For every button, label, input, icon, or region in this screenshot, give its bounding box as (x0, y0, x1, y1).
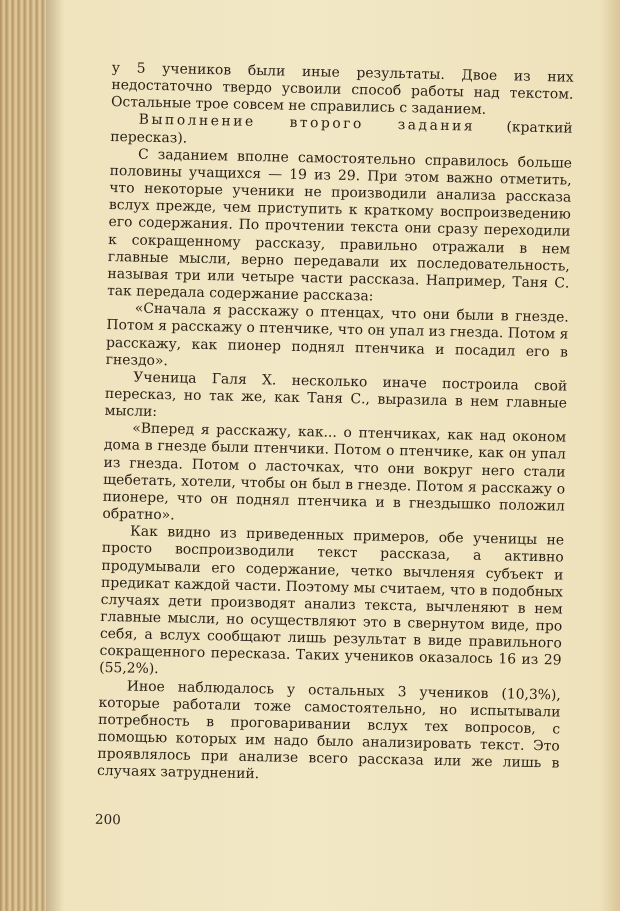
paragraph-galya: Ученица Галя Х. несколько иначе построила свой пересказ, но так же, как Таня С., выразила в нем главные мысли: (104, 369, 568, 421)
section-lead-rest: (краткий пересказ). (110, 119, 573, 147)
paragraph-continuation: у 5 учеников были иные результаты. Двое из них недостаточно твердо усвоили способ работы над текстом. Остальные трое совсем не справились с заданием. (110, 60, 574, 119)
gutter-shadow (46, 0, 64, 911)
paragraph-analysis: Как видно из приведенных примеров, обе ученицы не просто воспроизводили текст рассказа, а активно продумывали его содержание, четко вычленяя субъект и предикат каждой части. Поэтому мы считаем, что в подобных случаях дети производят анализ текста, вычленяют в нем главные мысли, но осуществляют это в свернутом виде, про себя, а вслух сообщают лишь результат в виде правильного сокращенного пересказа. Таких учеников оказалось 16 из 29 (55,2%). (99, 523, 565, 678)
quote-galya: «Вперед я расскажу, как... о птенчиках, как над оконом дома в гнезде были птенчики. Потом о птенчике, как он упал из гнезда. Потом о ласточках, что они вокруг него стали щебетать, хотели, чтобы он был в гнезде. Потом я расскажу о пионере, что он поднял птенчика и в гнездышко положил обратно». (102, 420, 567, 524)
page-number: 200 (94, 811, 121, 829)
section-lead-spaced: Выполнение второго задания (138, 112, 476, 136)
book-spine-edge (0, 0, 46, 911)
paragraph-results: С заданием вполне самостоятельно справилось больше половины учащихся — 19 из 29. При этом важно отметить, что некоторые ученики не производили анализа рассказа вслух прежде, чем приступить к краткому воспроизведению его содержания. По прочтении текста они сразу переходили к сокращенному рассказу, правильно отражали в нем главные мысли, верно передавали их последовательность, называя три или четыре части рассказа. Например, Таня С. так передала содержание рассказа: (106, 146, 573, 305)
page-text-block (97, 60, 574, 790)
paragraph-other-students: Иное наблюдалось у остальных 3 учеников (10,3%), которые работали тоже самостоятельно, но испытывали потребность в проговаривании вслух тех вопросов, с помощью которых им надо было анализировать текст. Это проявлялось при анализе всего рассказа или же лишь в случаях затруднений. (96, 678, 561, 783)
quote-tanya: «Сначала я расскажу о птенцах, что они были в гнезде. Потом я расскажу о птенчике, что он упал из гнезда. Потом я расскажу, как пионер поднял птенчика и посадил его в гнездо». (105, 300, 569, 369)
